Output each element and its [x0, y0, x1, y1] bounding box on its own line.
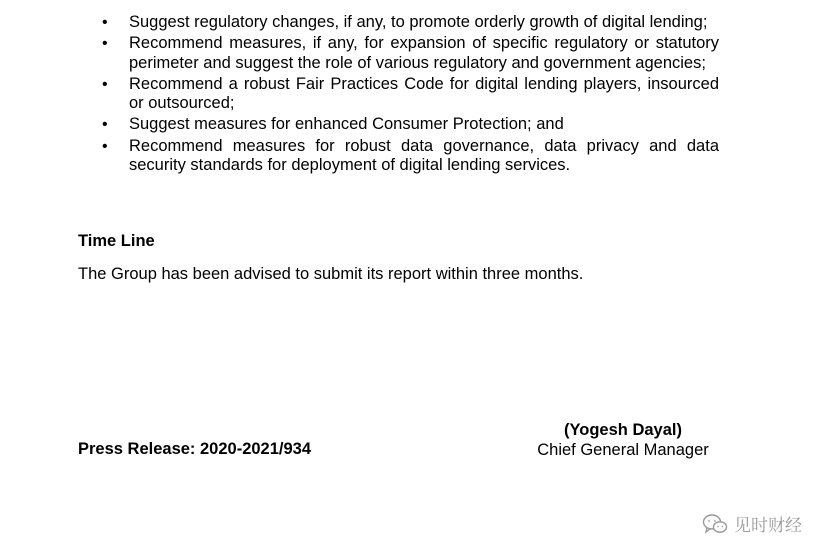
list-item-text: Recommend a robust Fair Practices Code for digital lending players, insourced or outsourced;: [129, 74, 719, 113]
list-item-text: Recommend measures for robust data governance, data privacy and data security standards for deployment of digital lending services.: [129, 136, 719, 175]
wechat-icon: [702, 513, 728, 535]
list-item: [78, 13, 719, 33]
signature-block: [520, 421, 726, 460]
press-release-number: Press Release: 2020-2021/934: [78, 440, 312, 458]
timeline-body: The Group has been advised to submit its report within three months.: [78, 265, 584, 283]
list-item: [78, 137, 719, 176]
bullet-icon: •: [102, 14, 108, 31]
bullet-icon: •: [102, 35, 108, 53]
list-item: [78, 75, 719, 114]
timeline-heading: Time Line: [78, 232, 155, 250]
recommendations-list: [78, 13, 719, 177]
watermark: [702, 511, 802, 536]
bullet-icon: •: [102, 116, 108, 134]
bullet-icon: •: [102, 75, 108, 93]
list-item: [78, 34, 719, 73]
watermark-text: 见时财经: [734, 516, 802, 536]
list-item-text: Recommend measures, if any, for expansion of specific regulatory or statutory perimeter and suggest the role of various regulatory and government agencies;: [129, 34, 719, 72]
signatory-name: (Yogesh Dayal): [564, 421, 682, 439]
list-item-text: Suggest regulatory changes, if any, to promote orderly growth of digital lending;: [129, 13, 708, 31]
bullet-icon: •: [102, 137, 108, 155]
list-item: [78, 115, 719, 135]
list-item-text: Suggest measures for enhanced Consumer Protection; and: [129, 115, 564, 134]
signatory-title: Chief General Manager: [537, 440, 709, 459]
